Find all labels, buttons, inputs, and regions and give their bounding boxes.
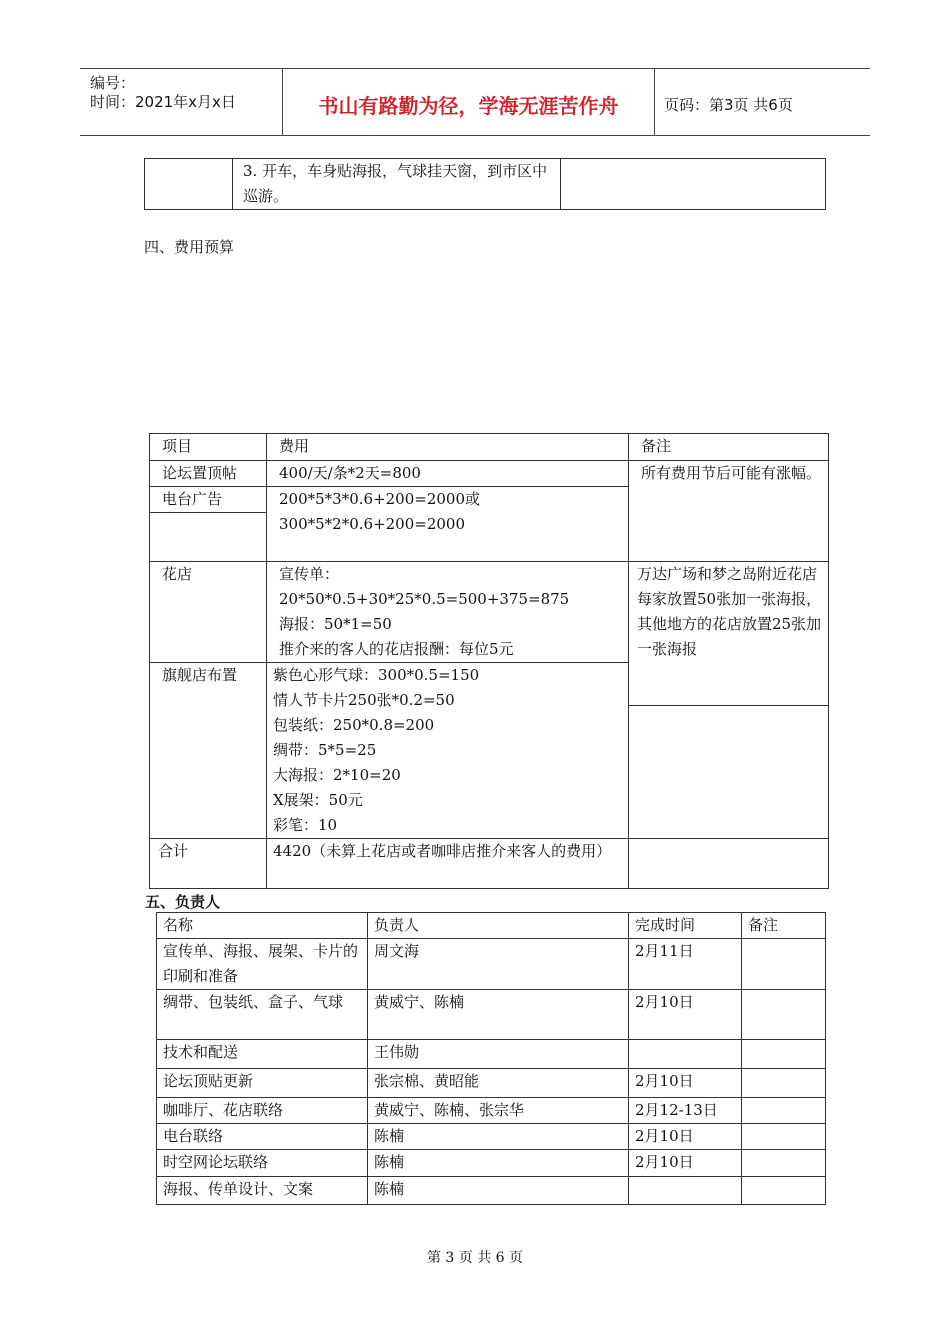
owner-date: [629, 1177, 742, 1205]
owner-date: 2月10日: [629, 1150, 742, 1177]
table-row: [157, 990, 826, 1040]
budget-empty-cell: [150, 513, 267, 562]
table-cell: [561, 159, 826, 210]
budget-cost-total: 4420（未算上花店或者咖啡店推介来客人的费用）: [267, 839, 629, 889]
table-row: [157, 1150, 826, 1177]
header-page-label: 页码：第3页 共6页: [664, 96, 793, 114]
owners-header-note: 备注: [742, 913, 826, 939]
table-row: [157, 1040, 826, 1069]
cost-line: 大海报：2*10=20: [273, 766, 401, 784]
cost-line: 包装纸：250*0.8=200: [273, 716, 435, 734]
owner-task: 咖啡厅、花店联络: [157, 1098, 368, 1124]
owner-person: 周文海: [368, 939, 629, 990]
budget-cost-florist: [267, 562, 629, 663]
budget-note-general: 所有费用节后可能有涨幅。: [629, 461, 829, 562]
owner-note: [742, 1150, 826, 1177]
budget-cost-radio: [267, 487, 629, 562]
owner-date: 2月12-13日: [629, 1098, 742, 1124]
owners-header-name: 名称: [157, 913, 368, 939]
budget-cost-forum: 400/天/条*2天=800: [267, 461, 629, 487]
owner-task: 时空网论坛联络: [157, 1150, 368, 1177]
budget-item-total: 合计: [150, 839, 267, 889]
header-number-label: 编号：: [90, 74, 136, 92]
owner-task: 绸带、包装纸、盒子、气球: [157, 990, 368, 1040]
cost-line: 宣传单：20*50*0.5+30*25*0.5=500+375=875: [279, 565, 570, 608]
budget-header-note: 备注: [629, 434, 829, 461]
owner-date: 2月10日: [629, 1124, 742, 1150]
table-row: [157, 1069, 826, 1098]
owner-person: 黄威宁、陈楠: [368, 990, 629, 1040]
owner-note: [742, 1124, 826, 1150]
table-row: [157, 1177, 826, 1205]
header-top-rule: [80, 68, 870, 69]
owner-task: 宣传单、海报、展架、卡片的印刷和准备: [157, 939, 368, 990]
owner-date: [629, 1040, 742, 1069]
owner-date: 2月10日: [629, 1069, 742, 1098]
section-title-owners: 五、负责人: [145, 893, 221, 911]
budget-note-total: [629, 839, 829, 889]
owners-table: [156, 912, 826, 1205]
header-divider: [654, 68, 655, 136]
budget-header-cost: 费用: [267, 434, 629, 461]
owner-date: 2月10日: [629, 990, 742, 1040]
budget-header-item: 项目: [150, 434, 267, 461]
budget-cost-flagship: [267, 663, 629, 839]
table-row: [157, 939, 826, 990]
owner-task: 技术和配送: [157, 1040, 368, 1069]
table-row: [157, 1098, 826, 1124]
owners-header-date: 完成时间: [629, 913, 742, 939]
budget-item-florist: 花店: [150, 562, 267, 663]
budget-item-radio: 电台广告: [150, 487, 267, 513]
budget-item-forum: 论坛置顶帖: [150, 461, 267, 487]
budget-note-florist: 万达广场和梦之岛附近花店每家放置50张加一张海报，其他地方的花店放置25张加一张海报: [629, 562, 828, 706]
budget-table: [149, 433, 829, 889]
owner-task: 论坛顶贴更新: [157, 1069, 368, 1098]
header-bottom-rule: [80, 135, 870, 136]
owner-note: [742, 1069, 826, 1098]
owner-note: [742, 990, 826, 1040]
cost-line: 紫色心形气球：300*0.5=150: [273, 666, 480, 684]
owner-date: 2月11日: [629, 939, 742, 990]
owner-note: [742, 1040, 826, 1069]
header-time-label: 时间：2021年x月x日: [90, 93, 236, 111]
page-footer: 第 3 页 共 6 页: [426, 1250, 524, 1266]
owner-person: 王伟勋: [368, 1040, 629, 1069]
owner-task: 电台联络: [157, 1124, 368, 1150]
budget-note-florist-wrapper: [629, 562, 829, 839]
cost-line: 绸带：5*5=25: [273, 741, 377, 759]
owner-task: 海报、传单设计、文案: [157, 1177, 368, 1205]
cost-line: 推介来的客人的花店报酬：每位5元: [279, 640, 514, 658]
table-cell: [145, 159, 233, 210]
cost-line: 情人节卡片250张*0.2=50: [273, 691, 455, 709]
cost-line: X展架：50元: [273, 791, 363, 809]
header-motto: 书山有路勤为径，学海无涯苦作舟: [318, 94, 619, 118]
owner-note: [742, 1177, 826, 1205]
owner-person: 陈楠: [368, 1124, 629, 1150]
cost-line: 300*5*2*0.6+200=2000: [279, 515, 466, 533]
owner-person: 陈楠: [368, 1177, 629, 1205]
cost-line: 200*5*3*0.6+200=2000或: [279, 490, 481, 508]
owner-note: [742, 1098, 826, 1124]
owner-note: [742, 939, 826, 990]
table-row: [157, 1124, 826, 1150]
continuation-table: [144, 158, 826, 210]
cost-line: 海报：50*1=50: [279, 615, 392, 633]
table-cell: 3. 开车，车身贴海报，气球挂天窗，到市区中巡游。: [233, 159, 561, 210]
section-title-budget: 四、费用预算: [144, 238, 235, 256]
owner-person: 陈楠: [368, 1150, 629, 1177]
owner-person: 黄威宁、陈楠、张宗华: [368, 1098, 629, 1124]
cost-line: 彩笔：10: [273, 816, 338, 834]
owners-header-owner: 负责人: [368, 913, 629, 939]
owner-person: 张宗棉、黄昭能: [368, 1069, 629, 1098]
budget-item-flagship: 旗舰店布置: [150, 663, 267, 839]
